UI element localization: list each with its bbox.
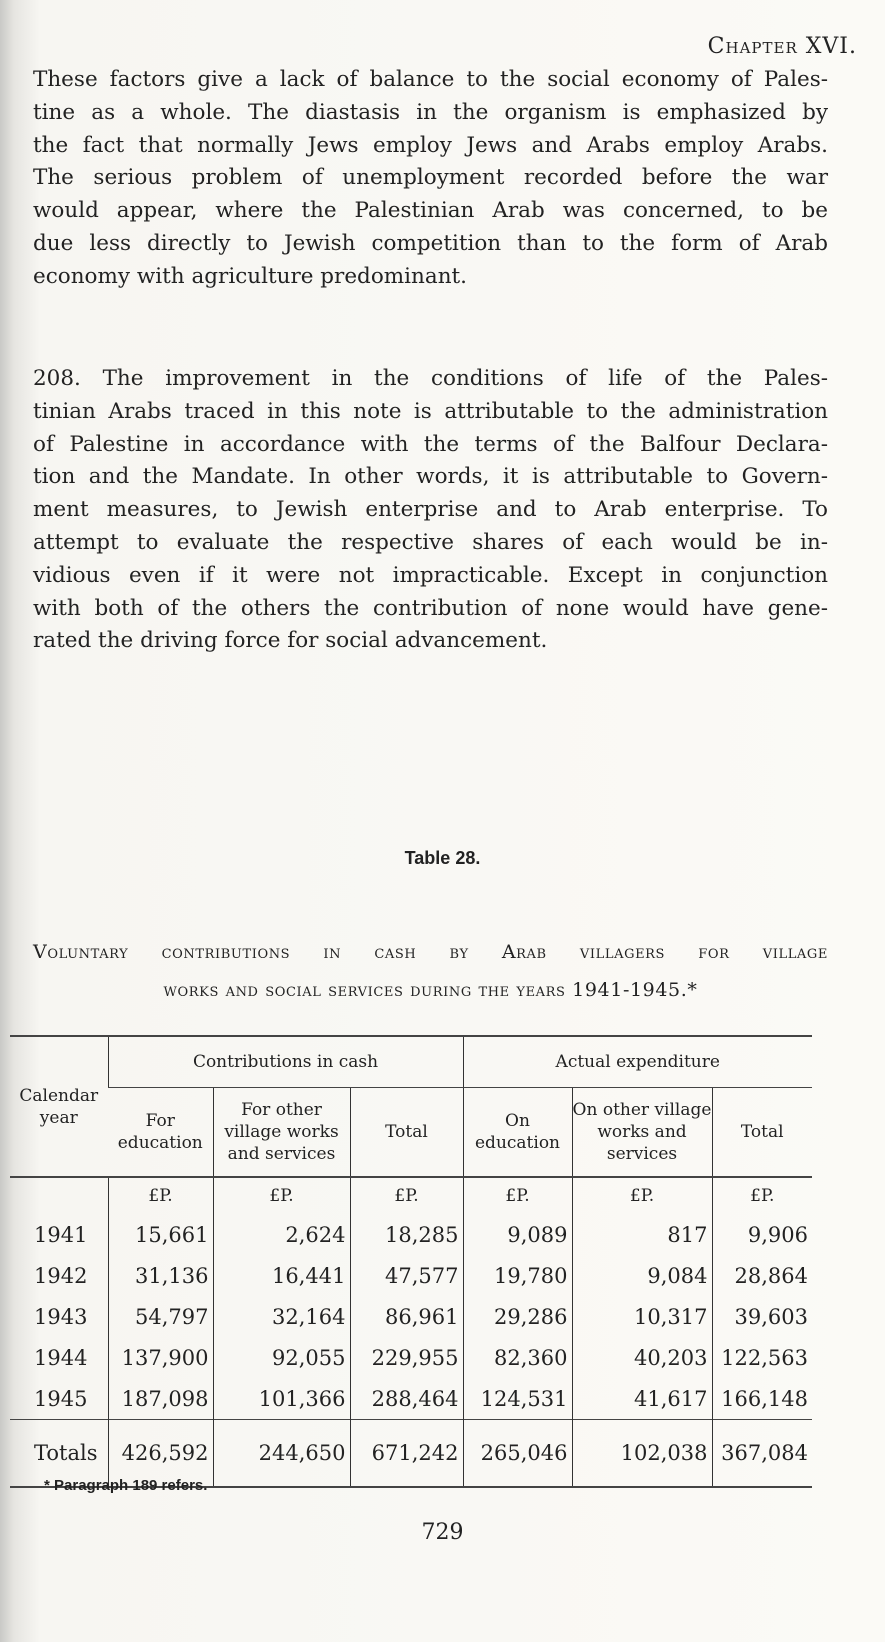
value-cell: 15,661 [108,1214,213,1255]
value-cell: 41,617 [572,1378,712,1420]
text-line: These factors give a lack of balance to the social economy of Pales- [33,67,828,92]
value-cell: 229,955 [350,1337,463,1378]
total-cell: 265,046 [463,1420,572,1488]
total-cell: 102,038 [572,1420,712,1488]
year-cell: 1943 [34,1304,88,1329]
paragraph-1 [33,64,828,294]
column-header: For other village works and services [213,1088,350,1178]
table-row [10,1296,812,1337]
column-header: Total [712,1088,812,1178]
text-line: the fact that normally Jews employ Jews and Arabs employ Arabs. [33,132,828,158]
text-line: economy with agriculture predominant. [33,263,468,289]
group-header-expenditure: Actual expenditure [463,1036,812,1088]
value-cell: 9,084 [572,1255,712,1296]
text-line: The serious problem of unemployment recorded before the war [33,165,828,191]
text-line: with both of the others the contribution of none would have gene- [33,595,828,621]
value-cell: 166,148 [712,1378,812,1420]
value-cell: 28,864 [712,1255,812,1296]
value-cell: 82,360 [463,1337,572,1378]
unit-cell: £P. [213,1177,350,1214]
unit-cell: £P. [108,1177,213,1214]
value-cell: 16,441 [213,1255,350,1296]
total-cell: 244,650 [213,1420,350,1488]
totals-label: Totals [10,1420,108,1488]
value-cell: 101,366 [213,1378,350,1420]
text-line: of Palestine in accordance with the terms of the Balfour Declara- [33,431,828,457]
text-line: ment measures, to Jewish enterprise and to Arab enterprise. To [33,497,828,523]
year-cell: 1942 [34,1263,88,1288]
caption-line: Voluntary contributions in cash by Arab villagers for village [33,941,828,963]
value-cell: 19,780 [463,1255,572,1296]
group-header-contributions: Contributions in cash [108,1036,463,1088]
value-cell: 54,797 [108,1296,213,1337]
value-cell: 29,286 [463,1296,572,1337]
text-line: vidious even if it were not impracticable. Except in conjunction [33,562,828,588]
table-row [10,1214,812,1255]
caption-line: works and social services during the years 1941-1945.* [163,979,698,1001]
table-row [10,1378,812,1420]
value-cell: 817 [572,1214,712,1255]
cell [10,1177,108,1214]
text-line: attempt to evaluate the respective shares of each would be in- [33,529,828,555]
unit-cell: £P. [463,1177,572,1214]
chapter-heading: Chapter XVI. [707,34,857,59]
year-cell: 1944 [34,1345,88,1370]
value-cell: 2,624 [213,1214,350,1255]
total-cell: 671,242 [350,1420,463,1488]
table-caption [33,933,828,1009]
text-line: tion and the Mandate. In other words, it is attributable to Govern- [33,464,828,490]
value-cell: 137,900 [108,1337,213,1378]
year-cell: 1941 [34,1222,88,1247]
value-cell: 40,203 [572,1337,712,1378]
column-header: On education [463,1088,572,1178]
unit-row [10,1177,812,1214]
value-cell: 187,098 [108,1378,213,1420]
text-line: would appear, where the Palestinian Arab was concerned, to be [33,198,828,224]
unit-cell: £P. [712,1177,812,1214]
year-header: Calendar year [10,1036,108,1177]
year-cell: 1945 [34,1386,88,1411]
page-number: 729 [421,1520,464,1545]
paragraph-2 [33,363,828,658]
value-cell: 47,577 [350,1255,463,1296]
contributions-table [10,1035,812,1488]
text-line: 208. The improvement in the conditions of life of the Pales- [33,366,828,391]
column-header: Total [350,1088,463,1178]
text-line: due less directly to Jewish competition than to the form of Arab [33,230,828,256]
total-cell: 426,592 [108,1420,213,1488]
text-line: tine as a whole. The diastasis in the organism is emphasized by [33,99,828,125]
footnote: * Paragraph 189 refers. [44,1477,208,1494]
table-row [10,1337,812,1378]
value-cell: 288,464 [350,1378,463,1420]
unit-cell: £P. [350,1177,463,1214]
value-cell: 124,531 [463,1378,572,1420]
text-line: tinian Arabs traced in this note is attributable to the administration [33,398,828,424]
value-cell: 9,089 [463,1214,572,1255]
value-cell: 18,285 [350,1214,463,1255]
text-line: rated the driving force for social advancement. [33,628,548,654]
value-cell: 86,961 [350,1296,463,1337]
value-cell: 9,906 [712,1214,812,1255]
value-cell: 31,136 [108,1255,213,1296]
value-cell: 32,164 [213,1296,350,1337]
column-header: For education [108,1088,213,1178]
value-cell: 122,563 [712,1337,812,1378]
table-title: Table 28. [404,848,481,868]
value-cell: 10,317 [572,1296,712,1337]
column-header: On other village works and services [572,1088,712,1178]
total-cell: 367,084 [712,1420,812,1488]
unit-cell: £P. [572,1177,712,1214]
value-cell: 39,603 [712,1296,812,1337]
value-cell: 92,055 [213,1337,350,1378]
table-row [10,1255,812,1296]
